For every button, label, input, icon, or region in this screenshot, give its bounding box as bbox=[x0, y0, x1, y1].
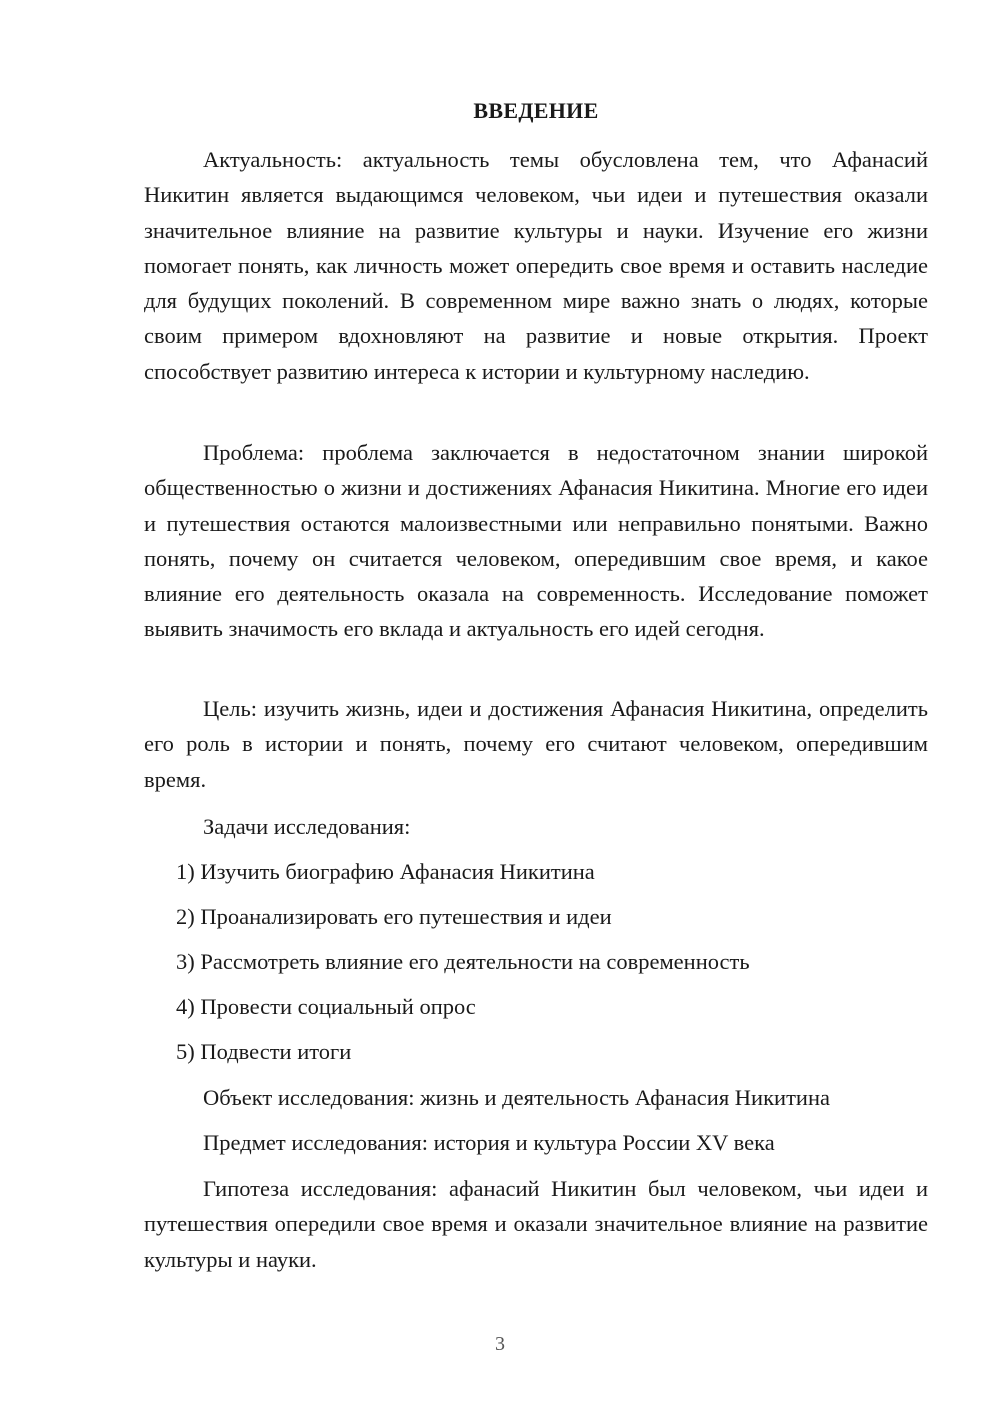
problem-paragraph: Проблема: проблема заключается в недостаточном знании широкой общественностью о жизни и достижениях Афанасия Никитина. Многие его идеи и путешествия остаются малоизвестными или неправильно понятыми. Важно понять, почему он считается человеком, опередившим свое время, и какое влияние его деятельность оказала на современность. Исследование поможет выявить значимость его вклада и актуальность его идей сегодня. bbox=[144, 440, 928, 642]
subject-paragraph: Предмет исследования: история и культура России XV века bbox=[203, 1130, 775, 1155]
section-title: ВВЕДЕНИЕ bbox=[473, 98, 599, 123]
task-item: 2) Проанализировать его путешествия и идеи bbox=[176, 904, 612, 929]
tasks-heading: Задачи исследования: bbox=[203, 814, 411, 839]
task-item: 3) Рассмотреть влияние его деятельности на современность bbox=[176, 949, 750, 974]
object-paragraph: Объект исследования: жизнь и деятельность Афанасия Никитина bbox=[203, 1085, 830, 1110]
goal-paragraph: Цель: изучить жизнь, идеи и достижения Афанасия Никитина, определить его роль в истории и понять, почему его считают человеком, опередившим время. bbox=[144, 696, 928, 792]
task-item: 1) Изучить биографию Афанасия Никитина bbox=[176, 859, 595, 884]
hypothesis-paragraph: Гипотеза исследования: афанасий Никитин был человеком, чьи идеи и путешествия опередили свое время и оказали значительное влияние на развитие культуры и науки. bbox=[144, 1176, 928, 1272]
task-item: 4) Провести социальный опрос bbox=[176, 994, 476, 1019]
page-number: 3 bbox=[495, 1333, 505, 1355]
relevance-paragraph: Актуальность: актуальность темы обусловлена тем, что Афанасий Никитин является выдающимся человеком, чьи идеи и путешествия оказали значительное влияние на развитие культуры и науки. Изучение его жизни помогает понять, как личность может опередить свое время и оставить наследие для будущих поколений. В современном мире важно знать о людях, которые своим примером вдохновляют на развитие и новые открытия. Проект способствует развитию интереса к истории и культурному наследию. bbox=[144, 147, 928, 384]
task-item: 5) Подвести итоги bbox=[176, 1039, 352, 1064]
